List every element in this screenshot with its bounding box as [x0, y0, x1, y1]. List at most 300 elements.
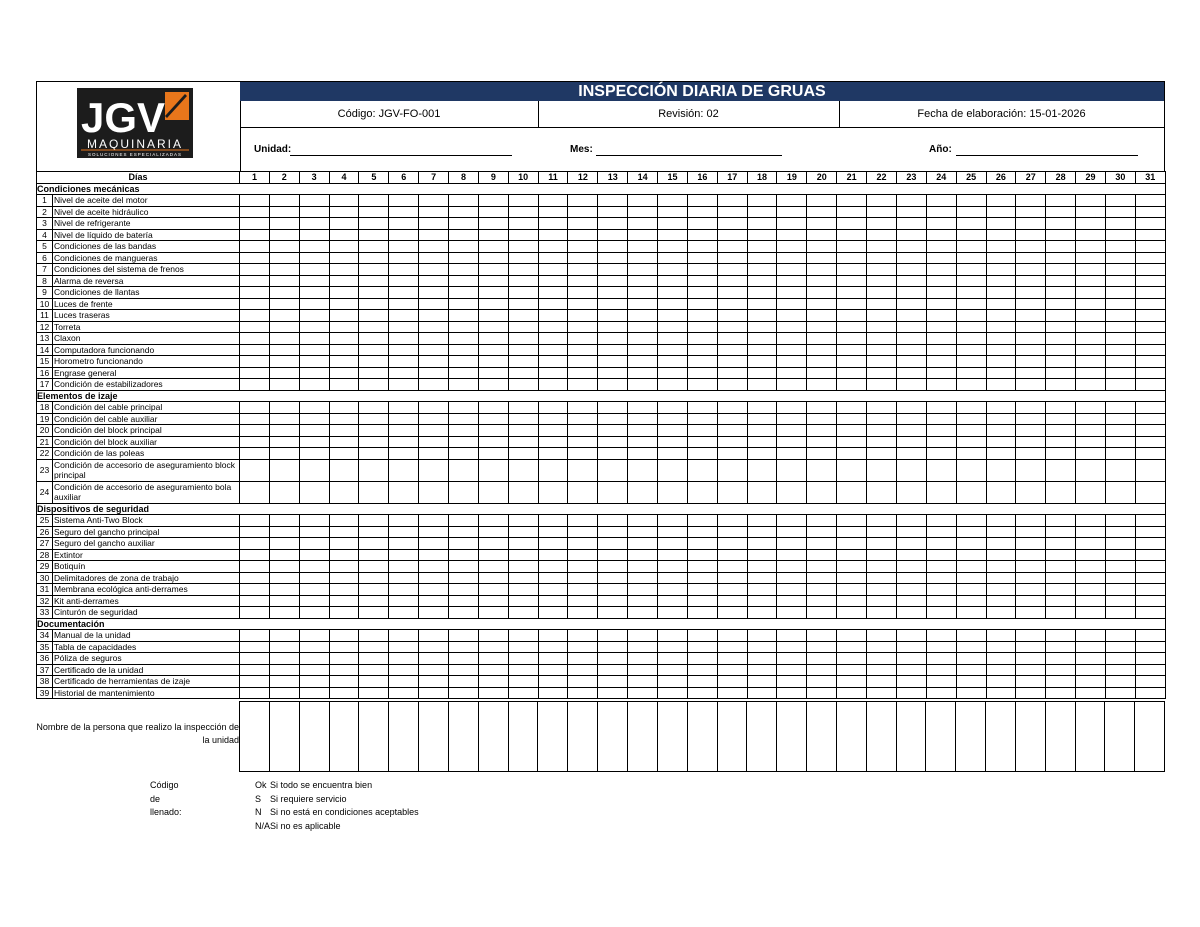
check-cell[interactable]	[598, 549, 628, 561]
check-cell[interactable]	[896, 595, 926, 607]
check-cell[interactable]	[269, 538, 299, 550]
check-cell[interactable]	[598, 356, 628, 368]
check-cell[interactable]	[867, 653, 897, 665]
check-cell[interactable]	[1105, 379, 1135, 391]
check-cell[interactable]	[568, 333, 598, 345]
check-cell[interactable]	[717, 275, 747, 287]
check-cell[interactable]	[837, 572, 867, 584]
check-cell[interactable]	[1135, 641, 1165, 653]
check-cell[interactable]	[986, 206, 1016, 218]
check-cell[interactable]	[538, 402, 568, 414]
check-cell[interactable]	[717, 229, 747, 241]
check-cell[interactable]	[687, 264, 717, 276]
check-cell[interactable]	[538, 379, 568, 391]
check-cell[interactable]	[777, 333, 807, 345]
check-cell[interactable]	[419, 195, 449, 207]
check-cell[interactable]	[687, 664, 717, 676]
check-cell[interactable]	[240, 641, 270, 653]
check-cell[interactable]	[478, 515, 508, 527]
check-cell[interactable]	[986, 333, 1016, 345]
signature-cell[interactable]	[300, 702, 330, 771]
check-cell[interactable]	[1046, 379, 1076, 391]
check-cell[interactable]	[1016, 413, 1046, 425]
check-cell[interactable]	[508, 630, 538, 642]
check-cell[interactable]	[1046, 538, 1076, 550]
check-cell[interactable]	[240, 448, 270, 460]
check-cell[interactable]	[687, 676, 717, 688]
check-cell[interactable]	[1076, 287, 1106, 299]
check-cell[interactable]	[658, 515, 688, 527]
check-cell[interactable]	[449, 572, 479, 584]
check-cell[interactable]	[508, 549, 538, 561]
check-cell[interactable]	[986, 379, 1016, 391]
check-cell[interactable]	[359, 687, 389, 699]
check-cell[interactable]	[628, 344, 658, 356]
check-cell[interactable]	[687, 367, 717, 379]
check-cell[interactable]	[896, 413, 926, 425]
check-cell[interactable]	[568, 595, 598, 607]
check-cell[interactable]	[777, 676, 807, 688]
check-cell[interactable]	[837, 584, 867, 596]
check-cell[interactable]	[389, 287, 419, 299]
check-cell[interactable]	[926, 630, 956, 642]
check-cell[interactable]	[837, 229, 867, 241]
check-cell[interactable]	[807, 448, 837, 460]
check-cell[interactable]	[986, 321, 1016, 333]
check-cell[interactable]	[478, 413, 508, 425]
check-cell[interactable]	[568, 607, 598, 619]
check-cell[interactable]	[807, 402, 837, 414]
signature-cell[interactable]	[897, 702, 927, 771]
check-cell[interactable]	[777, 298, 807, 310]
check-cell[interactable]	[568, 425, 598, 437]
check-cell[interactable]	[1046, 448, 1076, 460]
check-cell[interactable]	[299, 436, 329, 448]
check-cell[interactable]	[1105, 676, 1135, 688]
check-cell[interactable]	[1135, 549, 1165, 561]
check-cell[interactable]	[1046, 607, 1076, 619]
check-cell[interactable]	[508, 641, 538, 653]
check-cell[interactable]	[329, 356, 359, 368]
check-cell[interactable]	[329, 321, 359, 333]
check-cell[interactable]	[1046, 664, 1076, 676]
check-cell[interactable]	[687, 436, 717, 448]
check-cell[interactable]	[986, 402, 1016, 414]
check-cell[interactable]	[658, 413, 688, 425]
check-cell[interactable]	[389, 687, 419, 699]
check-cell[interactable]	[896, 195, 926, 207]
check-cell[interactable]	[538, 413, 568, 425]
check-cell[interactable]	[717, 538, 747, 550]
check-cell[interactable]	[359, 275, 389, 287]
check-cell[interactable]	[1135, 310, 1165, 322]
check-cell[interactable]	[956, 287, 986, 299]
check-cell[interactable]	[269, 687, 299, 699]
check-cell[interactable]	[867, 425, 897, 437]
check-cell[interactable]	[538, 584, 568, 596]
check-cell[interactable]	[1016, 641, 1046, 653]
check-cell[interactable]	[359, 402, 389, 414]
check-cell[interactable]	[837, 275, 867, 287]
check-cell[interactable]	[240, 379, 270, 391]
check-cell[interactable]	[240, 584, 270, 596]
check-cell[interactable]	[837, 195, 867, 207]
check-cell[interactable]	[896, 538, 926, 550]
check-cell[interactable]	[568, 344, 598, 356]
check-cell[interactable]	[717, 481, 747, 503]
check-cell[interactable]	[1016, 676, 1046, 688]
check-cell[interactable]	[1046, 298, 1076, 310]
check-cell[interactable]	[269, 413, 299, 425]
check-cell[interactable]	[478, 298, 508, 310]
check-cell[interactable]	[419, 641, 449, 653]
check-cell[interactable]	[956, 356, 986, 368]
check-cell[interactable]	[359, 526, 389, 538]
check-cell[interactable]	[837, 595, 867, 607]
check-cell[interactable]	[1076, 549, 1106, 561]
check-cell[interactable]	[598, 218, 628, 230]
check-cell[interactable]	[807, 584, 837, 596]
check-cell[interactable]	[896, 515, 926, 527]
check-cell[interactable]	[867, 664, 897, 676]
check-cell[interactable]	[419, 241, 449, 253]
check-cell[interactable]	[1046, 344, 1076, 356]
check-cell[interactable]	[926, 333, 956, 345]
check-cell[interactable]	[299, 425, 329, 437]
check-cell[interactable]	[1105, 436, 1135, 448]
check-cell[interactable]	[598, 481, 628, 503]
check-cell[interactable]	[419, 526, 449, 538]
check-cell[interactable]	[1135, 252, 1165, 264]
check-cell[interactable]	[508, 195, 538, 207]
check-cell[interactable]	[807, 549, 837, 561]
check-cell[interactable]	[299, 687, 329, 699]
check-cell[interactable]	[777, 481, 807, 503]
check-cell[interactable]	[837, 344, 867, 356]
check-cell[interactable]	[777, 664, 807, 676]
check-cell[interactable]	[986, 515, 1016, 527]
check-cell[interactable]	[240, 402, 270, 414]
check-cell[interactable]	[896, 561, 926, 573]
check-cell[interactable]	[777, 538, 807, 550]
check-cell[interactable]	[807, 687, 837, 699]
check-cell[interactable]	[1046, 413, 1076, 425]
check-cell[interactable]	[628, 241, 658, 253]
check-cell[interactable]	[777, 561, 807, 573]
check-cell[interactable]	[598, 641, 628, 653]
check-cell[interactable]	[1016, 653, 1046, 665]
check-cell[interactable]	[807, 676, 837, 688]
check-cell[interactable]	[389, 367, 419, 379]
check-cell[interactable]	[1076, 538, 1106, 550]
check-cell[interactable]	[449, 549, 479, 561]
check-cell[interactable]	[508, 526, 538, 538]
check-cell[interactable]	[269, 436, 299, 448]
check-cell[interactable]	[628, 607, 658, 619]
signature-cell[interactable]	[1046, 702, 1076, 771]
check-cell[interactable]	[449, 448, 479, 460]
check-cell[interactable]	[359, 572, 389, 584]
check-cell[interactable]	[419, 561, 449, 573]
check-cell[interactable]	[687, 379, 717, 391]
check-cell[interactable]	[837, 664, 867, 676]
check-cell[interactable]	[1046, 481, 1076, 503]
check-cell[interactable]	[568, 630, 598, 642]
check-cell[interactable]	[807, 356, 837, 368]
check-cell[interactable]	[240, 425, 270, 437]
check-cell[interactable]	[419, 252, 449, 264]
check-cell[interactable]	[299, 641, 329, 653]
check-cell[interactable]	[777, 402, 807, 414]
check-cell[interactable]	[478, 664, 508, 676]
check-cell[interactable]	[628, 298, 658, 310]
check-cell[interactable]	[478, 367, 508, 379]
check-cell[interactable]	[568, 298, 598, 310]
check-cell[interactable]	[359, 481, 389, 503]
check-cell[interactable]	[419, 298, 449, 310]
check-cell[interactable]	[658, 264, 688, 276]
check-cell[interactable]	[538, 264, 568, 276]
check-cell[interactable]	[986, 344, 1016, 356]
check-cell[interactable]	[449, 310, 479, 322]
check-cell[interactable]	[956, 241, 986, 253]
check-cell[interactable]	[896, 584, 926, 596]
check-cell[interactable]	[628, 630, 658, 642]
check-cell[interactable]	[568, 287, 598, 299]
check-cell[interactable]	[449, 402, 479, 414]
check-cell[interactable]	[269, 298, 299, 310]
check-cell[interactable]	[568, 515, 598, 527]
check-cell[interactable]	[1046, 264, 1076, 276]
check-cell[interactable]	[986, 538, 1016, 550]
check-cell[interactable]	[568, 526, 598, 538]
signature-cell[interactable]	[419, 702, 449, 771]
check-cell[interactable]	[807, 298, 837, 310]
check-cell[interactable]	[359, 448, 389, 460]
check-cell[interactable]	[508, 206, 538, 218]
check-cell[interactable]	[359, 549, 389, 561]
check-cell[interactable]	[389, 321, 419, 333]
check-cell[interactable]	[807, 538, 837, 550]
check-cell[interactable]	[837, 481, 867, 503]
check-cell[interactable]	[538, 241, 568, 253]
check-cell[interactable]	[837, 630, 867, 642]
check-cell[interactable]	[419, 595, 449, 607]
check-cell[interactable]	[389, 229, 419, 241]
check-cell[interactable]	[747, 356, 777, 368]
check-cell[interactable]	[1046, 229, 1076, 241]
check-cell[interactable]	[1076, 595, 1106, 607]
check-cell[interactable]	[1135, 561, 1165, 573]
check-cell[interactable]	[299, 379, 329, 391]
check-cell[interactable]	[568, 367, 598, 379]
check-cell[interactable]	[389, 413, 419, 425]
check-cell[interactable]	[419, 379, 449, 391]
check-cell[interactable]	[658, 630, 688, 642]
check-cell[interactable]	[449, 584, 479, 596]
check-cell[interactable]	[568, 481, 598, 503]
check-cell[interactable]	[568, 653, 598, 665]
check-cell[interactable]	[896, 687, 926, 699]
check-cell[interactable]	[956, 641, 986, 653]
check-cell[interactable]	[1046, 195, 1076, 207]
check-cell[interactable]	[359, 287, 389, 299]
check-cell[interactable]	[867, 584, 897, 596]
check-cell[interactable]	[807, 481, 837, 503]
check-cell[interactable]	[1016, 538, 1046, 550]
check-cell[interactable]	[687, 595, 717, 607]
check-cell[interactable]	[658, 653, 688, 665]
check-cell[interactable]	[269, 229, 299, 241]
check-cell[interactable]	[837, 413, 867, 425]
check-cell[interactable]	[807, 595, 837, 607]
check-cell[interactable]	[1046, 459, 1076, 481]
check-cell[interactable]	[299, 367, 329, 379]
check-cell[interactable]	[777, 425, 807, 437]
check-cell[interactable]	[1076, 664, 1106, 676]
check-cell[interactable]	[389, 195, 419, 207]
check-cell[interactable]	[807, 459, 837, 481]
check-cell[interactable]	[628, 425, 658, 437]
check-cell[interactable]	[598, 310, 628, 322]
check-cell[interactable]	[299, 229, 329, 241]
check-cell[interactable]	[1076, 264, 1106, 276]
check-cell[interactable]	[240, 607, 270, 619]
check-cell[interactable]	[658, 687, 688, 699]
check-cell[interactable]	[628, 595, 658, 607]
check-cell[interactable]	[538, 298, 568, 310]
check-cell[interactable]	[329, 413, 359, 425]
check-cell[interactable]	[986, 310, 1016, 322]
check-cell[interactable]	[269, 561, 299, 573]
signature-cell[interactable]	[1135, 702, 1164, 771]
check-cell[interactable]	[837, 333, 867, 345]
check-cell[interactable]	[986, 572, 1016, 584]
check-cell[interactable]	[807, 515, 837, 527]
check-cell[interactable]	[1076, 653, 1106, 665]
check-cell[interactable]	[867, 676, 897, 688]
check-cell[interactable]	[658, 356, 688, 368]
check-cell[interactable]	[508, 515, 538, 527]
check-cell[interactable]	[807, 607, 837, 619]
check-cell[interactable]	[389, 448, 419, 460]
check-cell[interactable]	[658, 584, 688, 596]
check-cell[interactable]	[1046, 515, 1076, 527]
check-cell[interactable]	[1135, 607, 1165, 619]
check-cell[interactable]	[926, 607, 956, 619]
signature-cell[interactable]	[568, 702, 598, 771]
check-cell[interactable]	[478, 241, 508, 253]
check-cell[interactable]	[837, 367, 867, 379]
check-cell[interactable]	[299, 402, 329, 414]
check-cell[interactable]	[538, 572, 568, 584]
check-cell[interactable]	[926, 572, 956, 584]
check-cell[interactable]	[717, 413, 747, 425]
check-cell[interactable]	[956, 413, 986, 425]
check-cell[interactable]	[807, 321, 837, 333]
check-cell[interactable]	[538, 687, 568, 699]
check-cell[interactable]	[568, 538, 598, 550]
check-cell[interactable]	[299, 676, 329, 688]
check-cell[interactable]	[329, 241, 359, 253]
check-cell[interactable]	[389, 641, 419, 653]
check-cell[interactable]	[687, 515, 717, 527]
check-cell[interactable]	[508, 664, 538, 676]
check-cell[interactable]	[1135, 195, 1165, 207]
check-cell[interactable]	[1076, 310, 1106, 322]
check-cell[interactable]	[1046, 206, 1076, 218]
check-cell[interactable]	[1046, 367, 1076, 379]
check-cell[interactable]	[956, 436, 986, 448]
check-cell[interactable]	[807, 561, 837, 573]
check-cell[interactable]	[1016, 448, 1046, 460]
check-cell[interactable]	[867, 195, 897, 207]
check-cell[interactable]	[807, 310, 837, 322]
check-cell[interactable]	[449, 241, 479, 253]
check-cell[interactable]	[419, 538, 449, 550]
check-cell[interactable]	[1076, 687, 1106, 699]
check-cell[interactable]	[658, 344, 688, 356]
check-cell[interactable]	[598, 206, 628, 218]
check-cell[interactable]	[449, 436, 479, 448]
check-cell[interactable]	[687, 526, 717, 538]
check-cell[interactable]	[837, 549, 867, 561]
check-cell[interactable]	[837, 538, 867, 550]
check-cell[interactable]	[598, 572, 628, 584]
check-cell[interactable]	[986, 676, 1016, 688]
check-cell[interactable]	[926, 344, 956, 356]
check-cell[interactable]	[1076, 607, 1106, 619]
check-cell[interactable]	[956, 229, 986, 241]
signature-cell[interactable]	[1105, 702, 1135, 771]
check-cell[interactable]	[807, 653, 837, 665]
check-cell[interactable]	[1016, 630, 1046, 642]
check-cell[interactable]	[896, 344, 926, 356]
check-cell[interactable]	[837, 264, 867, 276]
check-cell[interactable]	[896, 229, 926, 241]
check-cell[interactable]	[389, 572, 419, 584]
check-cell[interactable]	[240, 367, 270, 379]
check-cell[interactable]	[687, 413, 717, 425]
check-cell[interactable]	[867, 515, 897, 527]
check-cell[interactable]	[747, 241, 777, 253]
check-cell[interactable]	[389, 549, 419, 561]
check-cell[interactable]	[777, 321, 807, 333]
check-cell[interactable]	[867, 459, 897, 481]
check-cell[interactable]	[1076, 561, 1106, 573]
check-cell[interactable]	[389, 595, 419, 607]
check-cell[interactable]	[240, 264, 270, 276]
signature-cell[interactable]	[956, 702, 986, 771]
check-cell[interactable]	[419, 653, 449, 665]
check-cell[interactable]	[240, 195, 270, 207]
check-cell[interactable]	[449, 206, 479, 218]
check-cell[interactable]	[687, 356, 717, 368]
check-cell[interactable]	[538, 676, 568, 688]
check-cell[interactable]	[1076, 206, 1106, 218]
check-cell[interactable]	[598, 630, 628, 642]
check-cell[interactable]	[896, 333, 926, 345]
check-cell[interactable]	[867, 549, 897, 561]
check-cell[interactable]	[807, 206, 837, 218]
check-cell[interactable]	[508, 333, 538, 345]
check-cell[interactable]	[867, 241, 897, 253]
check-cell[interactable]	[538, 321, 568, 333]
check-cell[interactable]	[777, 653, 807, 665]
check-cell[interactable]	[1105, 459, 1135, 481]
check-cell[interactable]	[1016, 310, 1046, 322]
check-cell[interactable]	[240, 344, 270, 356]
